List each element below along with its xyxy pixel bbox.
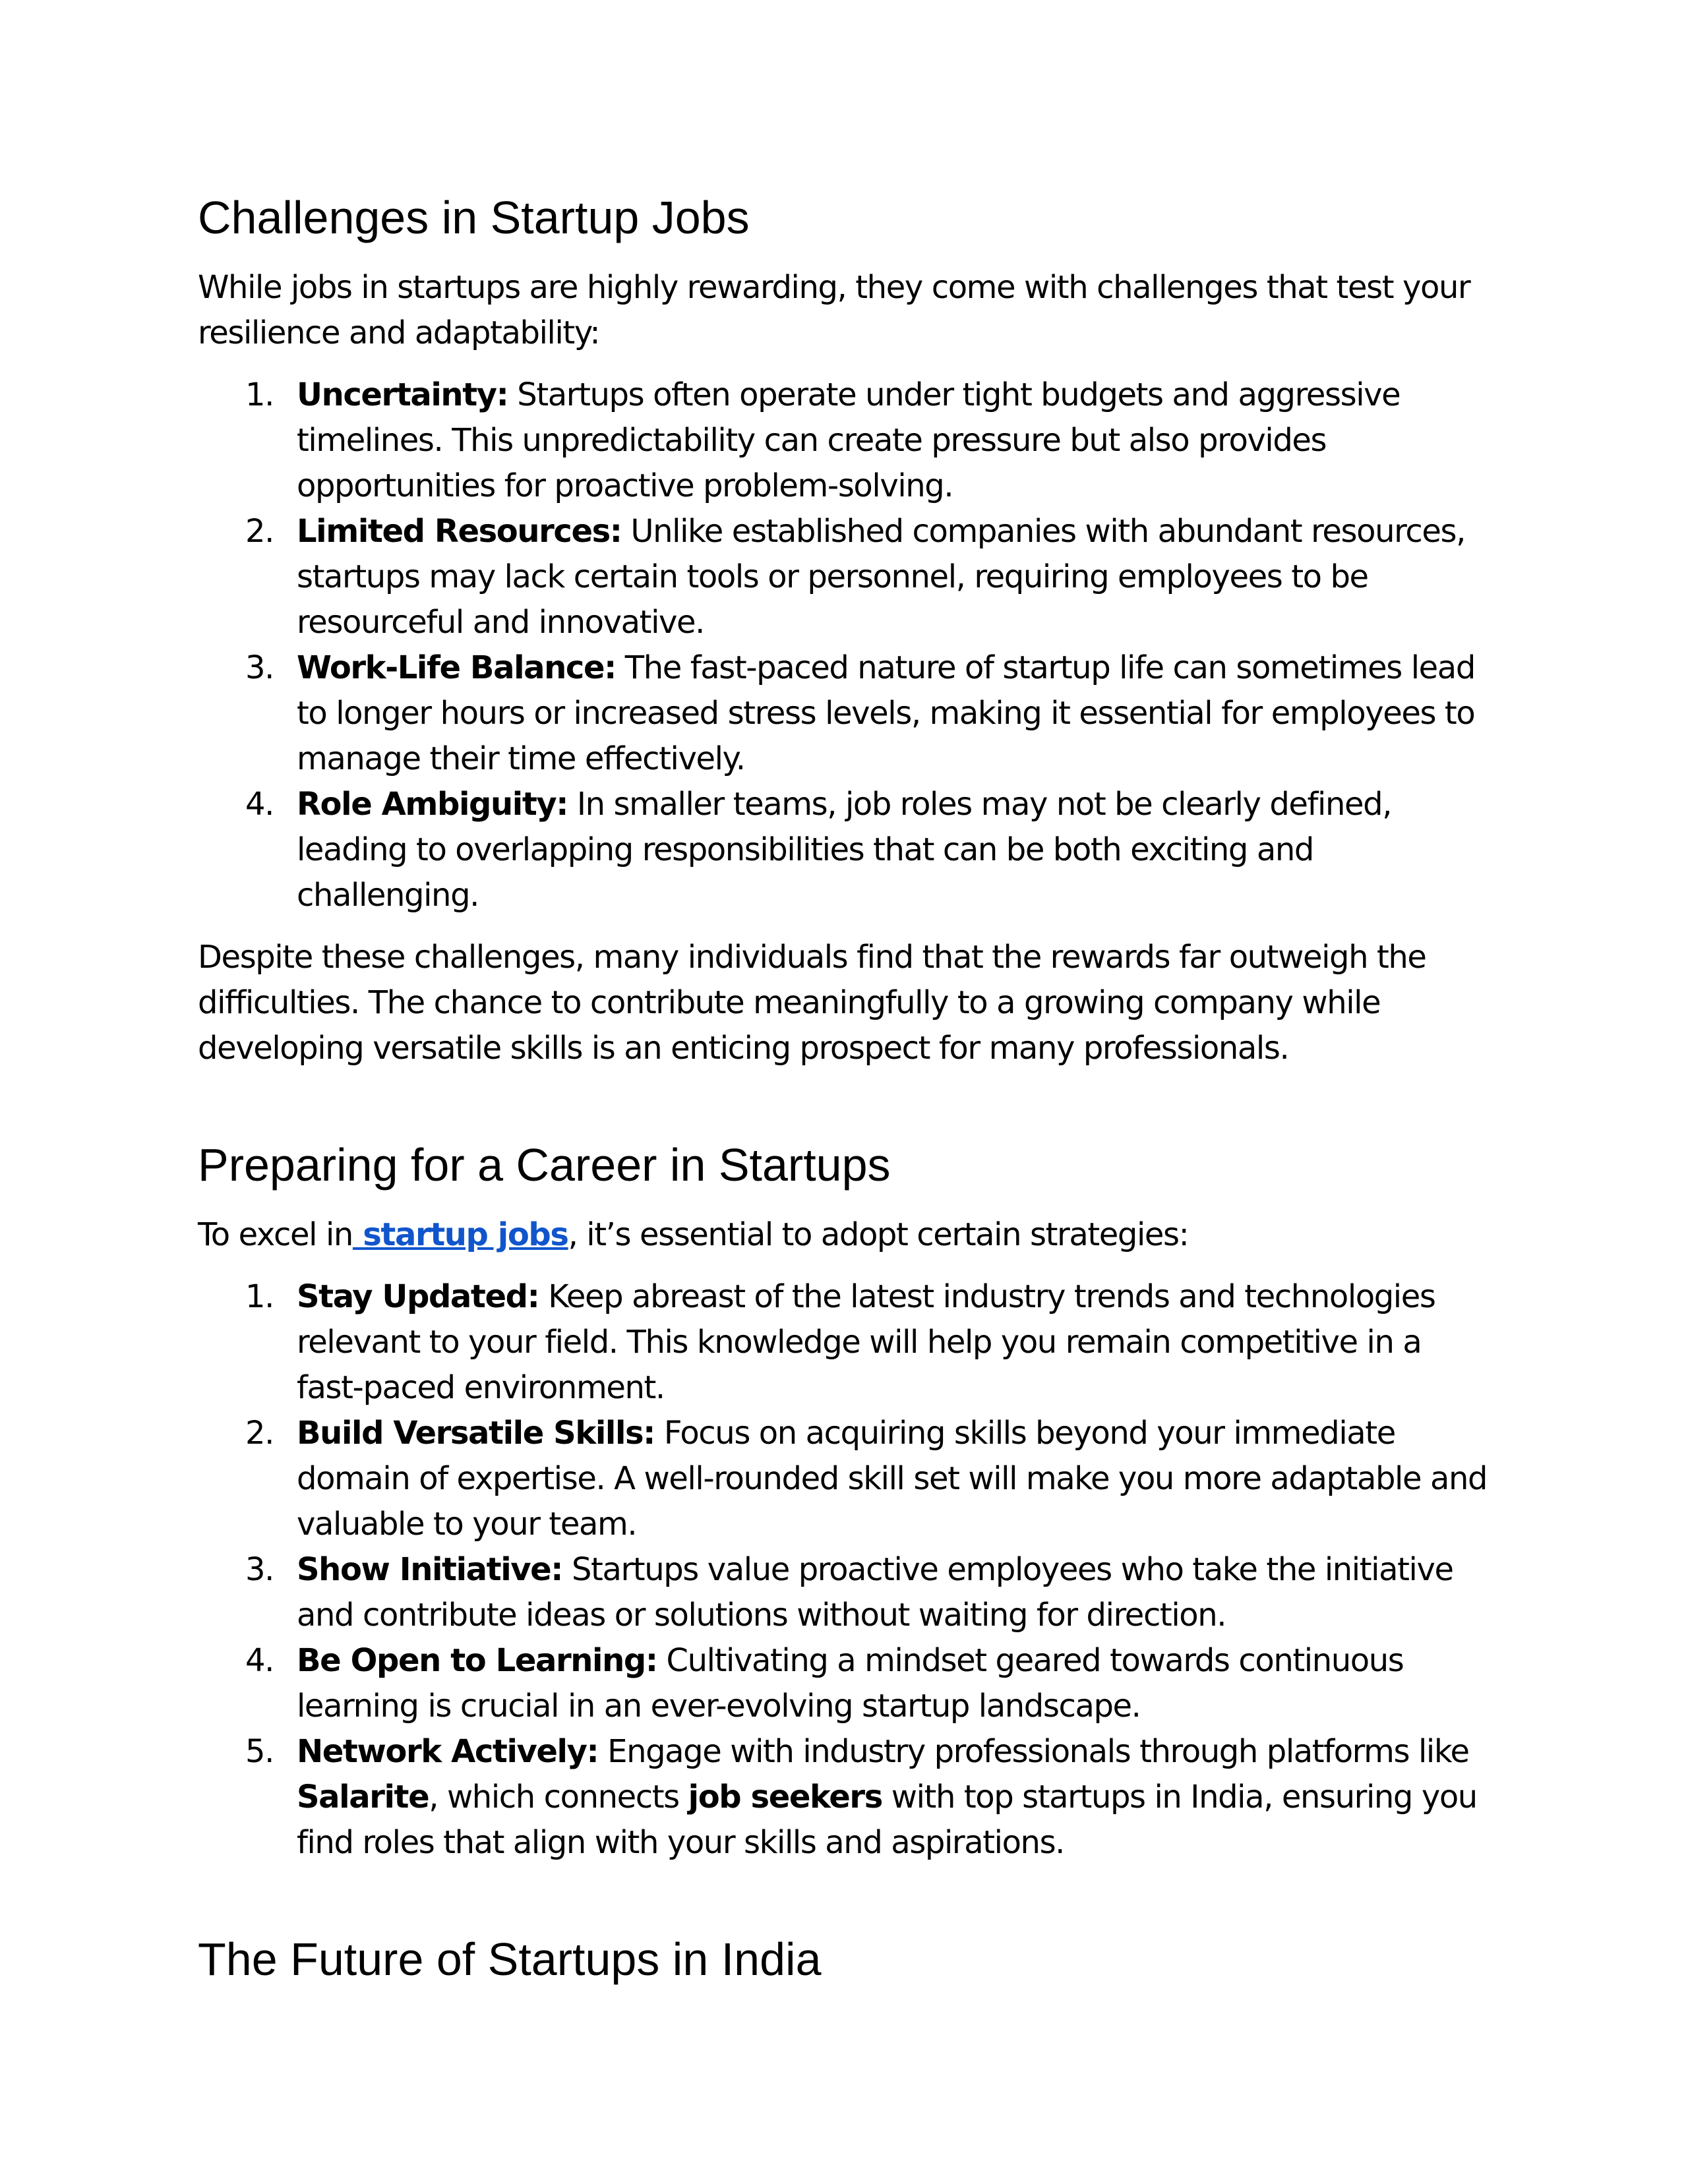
list-item-term: Network Actively: — [297, 1733, 599, 1770]
list-item-term: Role Ambiguity: — [297, 786, 568, 823]
list-item-text: , which connects — [429, 1779, 688, 1815]
challenges-intro: While jobs in startups are highly rewarding, they come with challenges that test your resilience and adaptability: — [198, 269, 1470, 351]
list-item-text: In smaller teams, job roles may not be clearly defined, leading to overlapping responsibilities that can be both exciting and challenging. — [297, 786, 1392, 914]
list-item-term: Be Open to Learning: — [297, 1642, 657, 1679]
list-item-term: Uncertainty: — [297, 376, 508, 413]
list-number: 1. — [245, 1278, 274, 1315]
list-number: 2. — [245, 513, 274, 550]
challenges-list — [198, 372, 1490, 918]
list-number: 2. — [245, 1415, 274, 1452]
list-number: 5. — [245, 1733, 274, 1770]
list-item-term: Work-Life Balance: — [297, 649, 616, 686]
list-item-text: Unlike established companies with abundant resources, startups may lack certain tools or personnel, requiring employees to be resourceful and innovative. — [297, 513, 1465, 641]
list-number: 3. — [245, 1551, 274, 1588]
list-item-text: Focus on acquiring skills beyond your immediate domain of expertise. A well-rounded skill set will make you more adaptable and valuable to your team. — [297, 1415, 1488, 1543]
list-item-text: Engage with industry professionals through platforms like — [598, 1733, 1469, 1770]
list-number: 1. — [245, 376, 274, 413]
strategies-list — [198, 1274, 1490, 1866]
salarite-bold: Salarite — [297, 1779, 429, 1815]
list-item-text: Startups value proactive employees who take the initiative and contribute ideas or solutions without waiting for direction. — [297, 1551, 1453, 1634]
list-item-text: Startups often operate under tight budgets and aggressive timelines. This unpredictability can create pressure but also provides opportunities for proactive problem-solving. — [297, 376, 1401, 504]
list-item — [198, 1729, 1490, 1866]
list-item — [198, 1547, 1490, 1638]
preparing-intro — [198, 1212, 1490, 1258]
list-number: 4. — [245, 1642, 274, 1679]
list-item — [198, 782, 1490, 918]
intro-text-after: , it’s essential to adopt certain strategies: — [568, 1216, 1189, 1253]
list-number: 3. — [245, 649, 274, 686]
section-heading-preparing: Preparing for a Career in Startups — [198, 1139, 891, 1191]
job-seekers-bold: job seekers — [688, 1779, 882, 1815]
list-item-text: Cultivating a mindset geared towards continuous learning is crucial in an ever-evolving startup landscape. — [297, 1642, 1404, 1725]
list-item-term: Limited Resources: — [297, 513, 622, 550]
list-item-term: Stay Updated: — [297, 1278, 539, 1315]
list-item-term: Show Initiative: — [297, 1551, 563, 1588]
challenges-outro: Despite these challenges, many individuals find that the rewards far outweigh the difficulties. The chance to contribute meaningfully to a growing company while developing versatile skills is an enticing prospect for many professionals. — [198, 939, 1426, 1067]
section-heading-challenges: Challenges in Startup Jobs — [198, 192, 750, 243]
list-item-text: The fast-paced nature of startup life can sometimes lead to longer hours or increased stress levels, making it essential for employees to manage their time effectively. — [297, 649, 1475, 777]
list-item — [198, 1274, 1490, 1411]
list-item-text: Keep abreast of the latest industry trends and technologies relevant to your field. This knowledge will help you remain competitive in a fast-paced environment. — [297, 1278, 1435, 1406]
intro-text: To excel in — [198, 1216, 353, 1253]
list-item — [198, 645, 1490, 782]
document-page — [198, 185, 1490, 1992]
list-item — [198, 372, 1490, 509]
list-item-text: with top startups in India, ensuring you find roles that align with your skills and aspirations. — [297, 1779, 1477, 1861]
list-item — [198, 1638, 1490, 1729]
list-item-term: Build Versatile Skills: — [297, 1415, 655, 1452]
startup-jobs-link[interactable]: startup jobs — [352, 1216, 568, 1253]
section-heading-future: The Future of Startups in India — [198, 1933, 822, 1985]
list-item — [198, 509, 1490, 645]
list-item — [198, 1411, 1490, 1547]
list-number: 4. — [245, 786, 274, 823]
